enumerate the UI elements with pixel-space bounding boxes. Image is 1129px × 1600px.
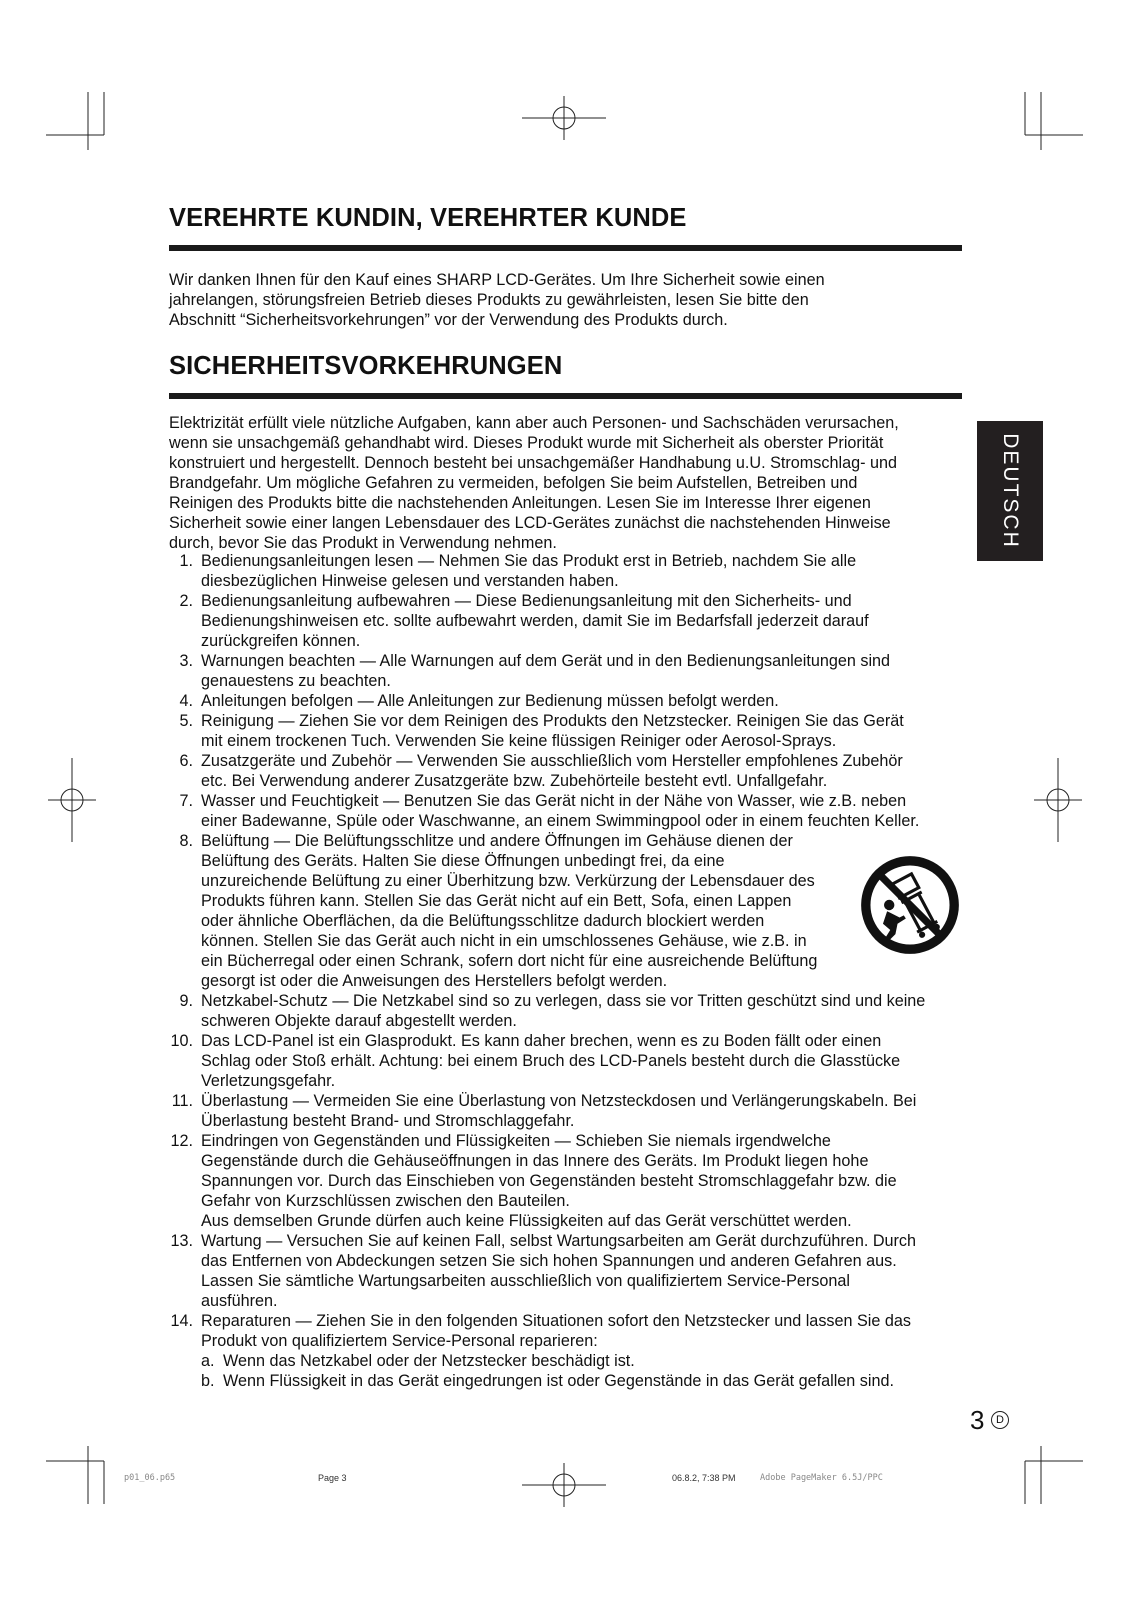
footer-date: 06.8.2, 7:38 PM xyxy=(672,1473,736,1483)
list-item-line: Überlastung — Vermeiden Sie eine Überlastung von Netzsteckdosen und Verlängerungskabeln. Bei xyxy=(201,1092,917,1110)
list-item xyxy=(169,1031,925,1091)
safety-intro-line: Sicherheit sowie einer langen Lebensdauer des LCD-Gerätes zunächst die nachstehenden Hinweise xyxy=(169,514,891,532)
list-item-number: 11. xyxy=(171,1092,193,1110)
list-item-number: 2. xyxy=(179,592,193,610)
heading-safety: SICHERHEITSVORKEHRUNGEN xyxy=(169,352,563,380)
list-item-line: Produkt von qualifiziertem Service-Personal reparieren: xyxy=(201,1332,598,1350)
intro-line: Wir danken Ihnen für den Kauf eines SHARP LCD-Gerätes. Um Ihre Sicherheit sowie einen xyxy=(169,271,825,289)
list-item-line: Belüftung — Die Belüftungsschlitze und andere Öffnungen im Gehäuse dienen der xyxy=(201,832,793,850)
list-item-line: mit einem trockenen Tuch. Verwenden Sie keine flüssigen Reiniger oder Aerosol-Sprays. xyxy=(201,732,837,750)
list-item-number: 10. xyxy=(170,1032,193,1050)
heading-rule xyxy=(169,245,962,251)
list-item-number: 13. xyxy=(170,1232,193,1250)
list-item-line: Wasser und Feuchtigkeit — Benutzen Sie das Gerät nicht in der Nähe von Wasser, wie z.B. neben xyxy=(201,792,907,810)
intro-line: jahrelangen, störungsfreien Betrieb dieses Produkts zu gewährleisten, lesen Sie bitte den xyxy=(169,291,809,309)
list-item-line: Reinigung — Ziehen Sie vor dem Reinigen des Produkts den Netzstecker. Reinigen Sie das Gerät xyxy=(201,712,904,730)
list-item-line: ausführen. xyxy=(201,1292,278,1310)
list-item-line: Das LCD-Panel ist ein Glasprodukt. Es kann daher brechen, wenn es zu Boden fällt oder einen xyxy=(201,1032,882,1050)
intro-line: Abschnitt “Sicherheitsvorkehrungen” vor der Verwendung des Produkts durch. xyxy=(169,311,728,329)
list-item-number: 14. xyxy=(170,1312,193,1330)
list-item-line: diesbezüglichen Hinweise gelesen und verstanden haben. xyxy=(201,572,619,590)
list-item-line: gesorgt ist oder die Anweisungen des Herstellers befolgt werden. xyxy=(201,972,668,990)
list-item-line: Spannungen vor. Durch das Einschieben von Gegenständen besteht Stromschlaggefahr bzw. die xyxy=(201,1172,897,1190)
list-item-number: 3. xyxy=(179,652,193,670)
list-item xyxy=(169,831,925,991)
safety-intro-line: wenn sie unsachgemäß gehandhabt wird. Dieses Produkt wurde mit Sicherheit als oberster Priorität xyxy=(169,434,884,452)
list-item-line: Bedienungsanleitungen lesen — Nehmen Sie das Produkt erst in Betrieb, nachdem Sie alle xyxy=(201,552,857,570)
registration-mark-right xyxy=(1034,758,1082,842)
registration-mark-bottom xyxy=(522,1463,606,1507)
list-item-number: 9. xyxy=(179,992,193,1010)
list-item-number: 4. xyxy=(179,692,193,710)
list-item xyxy=(169,691,925,711)
footer-page: Page 3 xyxy=(318,1473,347,1483)
list-item-line: Wartung — Versuchen Sie auf keinen Fall, selbst Wartungsarbeiten am Gerät durchzuführen. Durch xyxy=(201,1232,916,1250)
list-item xyxy=(169,551,925,591)
list-item-line: Schlag oder Stoß erhält. Achtung: bei einem Bruch des LCD-Panels besteht durch die Glasstücke xyxy=(201,1052,901,1070)
safety-intro-line: durch, bevor Sie das Produkt in Verwendung nehmen. xyxy=(169,534,557,552)
list-item-number: 1. xyxy=(179,552,193,570)
list-item xyxy=(169,591,925,651)
list-item-number: 12. xyxy=(170,1132,193,1150)
list-item-line: ein Bücherregal oder einen Schrank, sofern dort nicht für eine ausreichende Belüftung xyxy=(201,952,818,970)
list-item-line: zurückgreifen können. xyxy=(201,632,361,650)
list-item xyxy=(169,1131,925,1231)
safety-intro-paragraph xyxy=(169,413,969,553)
list-item xyxy=(169,791,925,831)
sub-list-item-letter: b. xyxy=(201,1372,215,1390)
sub-list-item-text: Wenn das Netzkabel oder der Netzstecker beschädigt ist. xyxy=(223,1352,635,1370)
list-item-line: oder ähnliche Oberflächen, da die Belüftungsschlitze dadurch blockiert werden xyxy=(201,912,765,930)
list-item-line: Überlastung besteht Brand- und Stromschlaggefahr. xyxy=(201,1112,575,1130)
list-item-line: das Entfernen von Abdeckungen setzen Sie sich hohen Spannungen und anderen Gefahren aus. xyxy=(201,1252,897,1270)
sub-list-item-text: Wenn Flüssigkeit in das Gerät eingedrungen ist oder Gegenstände in das Gerät gefallen sind. xyxy=(223,1372,894,1390)
sub-list-item xyxy=(201,1371,925,1391)
list-item-line: können. Stellen Sie das Gerät auch nicht in ein umschlossenes Gehäuse, wie z.B. in xyxy=(201,932,807,950)
list-item xyxy=(169,991,925,1031)
heading-rule xyxy=(169,393,962,399)
language-marker: D xyxy=(991,1411,1009,1429)
safety-intro-line: Brandgefahr. Um mögliche Gefahren zu vermeiden, befolgen Sie beim Aufstellen, Betreiben und xyxy=(169,474,858,492)
list-item xyxy=(169,751,925,791)
list-item xyxy=(169,711,925,751)
list-item xyxy=(169,1311,925,1391)
list-item-line: Produkts führen kann. Stellen Sie das Gerät nicht auf ein Bett, Sofa, einen Lappen xyxy=(201,892,792,910)
list-item-line: Warnungen beachten — Alle Warnungen auf dem Gerät und in den Bedienungsanleitungen sind xyxy=(201,652,891,670)
list-item-line: Bedienungshinweisen etc. sollte aufbewahrt werden, damit Sie im Bedarfsfall jederzeit darauf xyxy=(201,612,869,630)
list-item-line: Belüftung des Geräts. Halten Sie diese Öffnungen unbedingt frei, da eine xyxy=(201,852,725,870)
registration-mark-top xyxy=(522,96,606,140)
safety-intro-line: Reinigen des Produkts bitte die nachstehenden Anleitungen. Lesen Sie im Interesse Ihrer eigenen xyxy=(169,494,871,512)
intro-paragraph xyxy=(169,270,969,330)
list-item-line: einer Badewanne, Spüle oder Waschwanne, an einem Swimmingpool oder in einem feuchten Keller. xyxy=(201,812,920,830)
language-tab-label: DEUTSCH xyxy=(999,433,1022,549)
list-item-line: schweren Objekte darauf abgestellt werden. xyxy=(201,1012,517,1030)
list-item-number: 8. xyxy=(179,832,193,850)
list-item-line: Bedienungsanleitung aufbewahren — Diese Bedienungsanleitung mit den Sicherheits- und xyxy=(201,592,852,610)
list-item-line: Gegenstände durch die Gehäuseöffnungen in das Innere des Geräts. Im Produkt liegen hohe xyxy=(201,1152,869,1170)
list-item-line: Aus demselben Grunde dürfen auch keine Flüssigkeiten auf das Gerät verschüttet werden. xyxy=(201,1212,852,1230)
list-item xyxy=(169,651,925,691)
sub-list-item xyxy=(201,1351,925,1371)
safety-instructions-list xyxy=(169,551,925,1391)
list-item-line: Lassen Sie sämtliche Wartungsarbeiten ausschließlich von qualifiziertem Service-Personal xyxy=(201,1272,850,1290)
registration-mark-left xyxy=(48,758,96,842)
list-item-number: 7. xyxy=(179,792,193,810)
heading-dear-customer: VEREHRTE KUNDIN, VEREHRTER KUNDE xyxy=(169,204,687,232)
list-item-number: 6. xyxy=(179,752,193,770)
list-item-line: genauestens zu beachten. xyxy=(201,672,391,690)
language-tab xyxy=(977,421,1043,561)
page-number: 3 xyxy=(970,1405,985,1435)
cart-tip-over-warning-icon xyxy=(858,853,962,957)
list-item-line: unzureichende Belüftung zu einer Überhitzung bzw. Verkürzung der Lebensdauer des xyxy=(201,872,815,890)
list-item-line: Gefahr von Kurzschlüssen zwischen den Bauteilen. xyxy=(201,1192,570,1210)
list-item-line: Anleitungen befolgen — Alle Anleitungen zur Bedienung müssen befolgt werden. xyxy=(201,692,779,710)
footer-app: Adobe PageMaker 6.5J/PPC xyxy=(760,1473,883,1483)
list-item-line: Eindringen von Gegenständen und Flüssigkeiten — Schieben Sie niemals irgendwelche xyxy=(201,1132,831,1150)
footer-file: p01_06.p65 xyxy=(124,1473,176,1483)
safety-intro-line: konstruiert und hergestellt. Dennoch besteht bei unsachgemäßer Handhabung u.U. Stromschlag- und xyxy=(169,454,897,472)
list-item xyxy=(169,1091,925,1131)
safety-intro-line: Elektrizität erfüllt viele nützliche Aufgaben, kann aber auch Personen- und Sachschäden verursachen, xyxy=(169,414,899,432)
list-item-line: Reparaturen — Ziehen Sie in den folgenden Situationen sofort den Netzstecker und lassen Sie das xyxy=(201,1312,911,1330)
list-item-line: Verletzungsgefahr. xyxy=(201,1072,336,1090)
list-item xyxy=(169,1231,925,1311)
list-item-line: Netzkabel-Schutz — Die Netzkabel sind so zu verlegen, dass sie vor Tritten geschützt sind und keine xyxy=(201,992,926,1010)
sub-list-item-letter: a. xyxy=(201,1352,215,1370)
list-item-line: Zusatzgeräte und Zubehör — Verwenden Sie ausschließlich vom Hersteller empfohlenes Zubehör xyxy=(201,752,903,770)
list-item-number: 5. xyxy=(179,712,193,730)
list-item-line: etc. Bei Verwendung anderer Zusatzgeräte bzw. Zubehörteile besteht evtl. Unfallgefahr. xyxy=(201,772,828,790)
